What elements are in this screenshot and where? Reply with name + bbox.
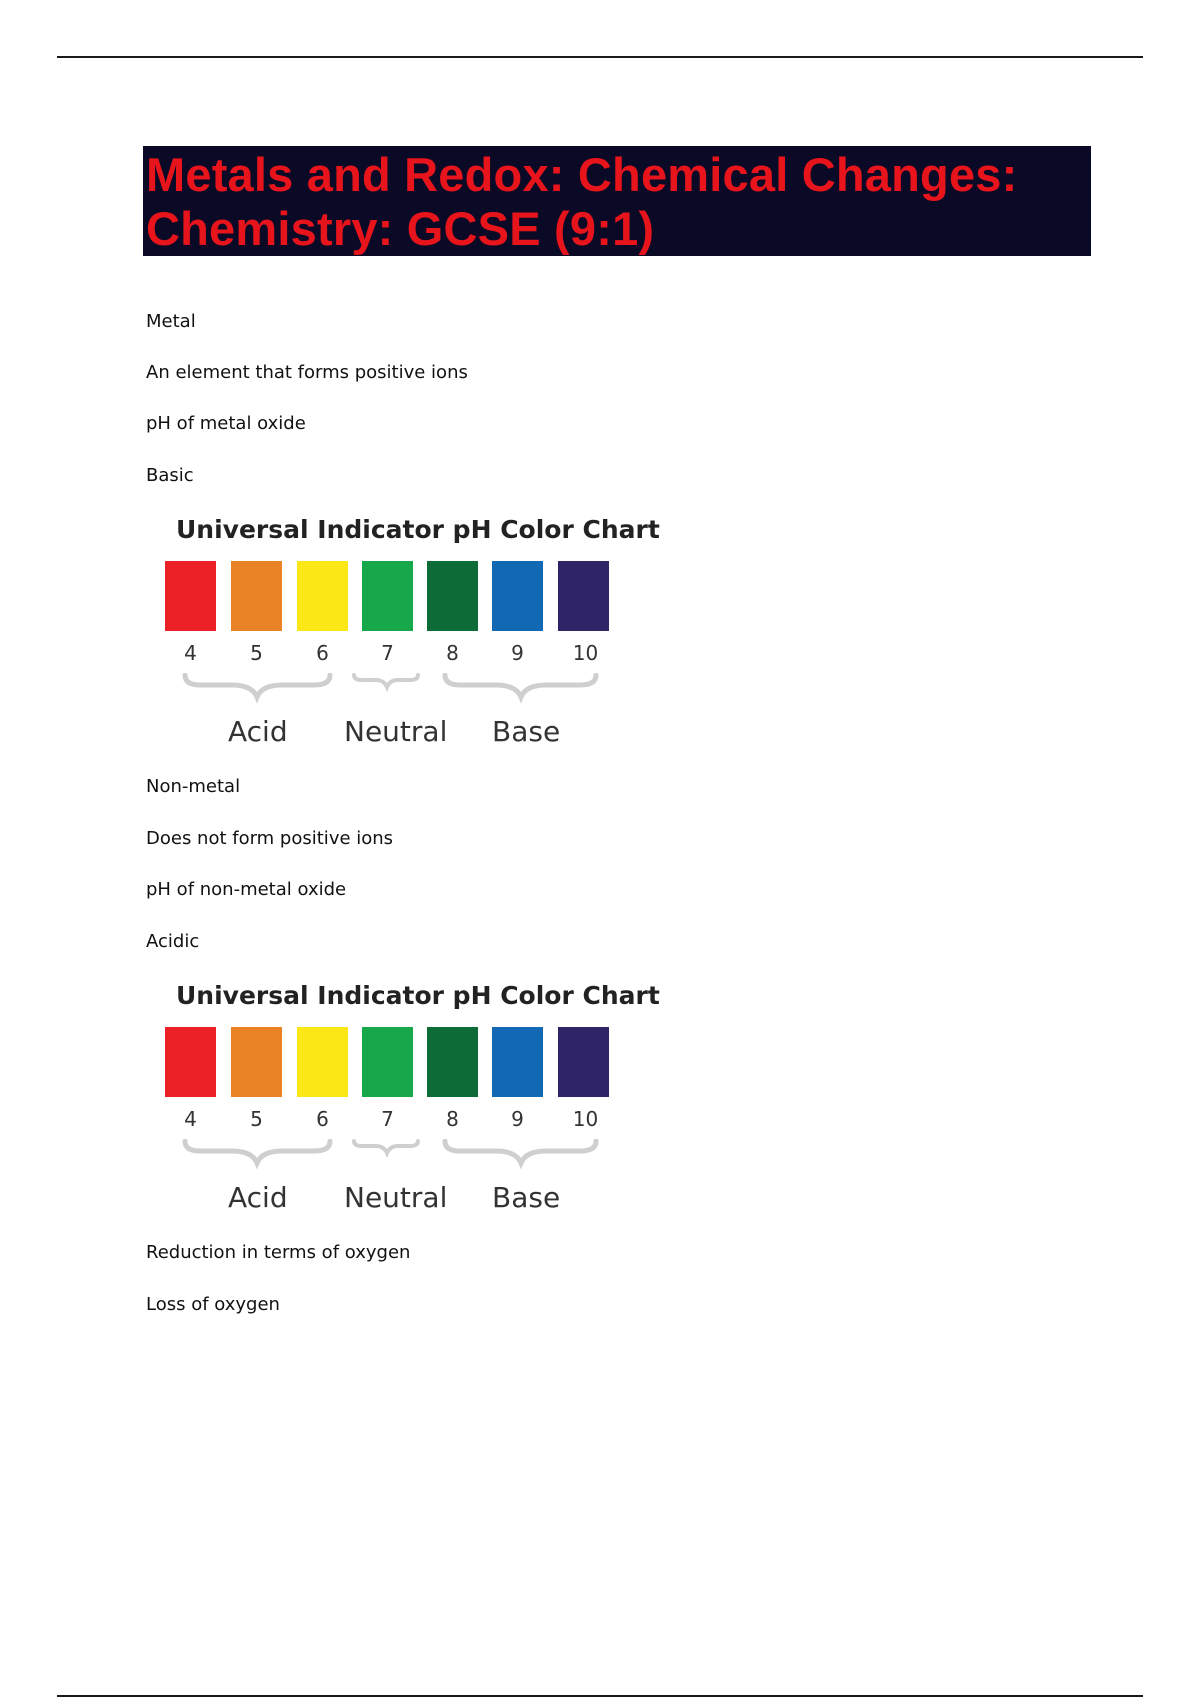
ph-label-8: 8 (446, 641, 459, 665)
ph-swatch-6 (297, 561, 348, 631)
group-label-acid: Acid (228, 1181, 288, 1214)
ph-label-5: 5 (250, 1107, 263, 1131)
term-non-metal: Non-metal (146, 776, 241, 797)
ph-label-4: 4 (184, 641, 197, 665)
ph-chart-title: Universal Indicator pH Color Chart (176, 515, 660, 544)
ph-label-10: 10 (572, 1107, 599, 1131)
group-label-base: Base (492, 1181, 561, 1214)
header-rule (57, 56, 1143, 58)
ph-swatch-5 (231, 561, 282, 631)
acid-brace (185, 1141, 330, 1163)
term-non-metal-oxide-ph: pH of non-metal oxide (146, 879, 347, 900)
term-metal-oxide-ph: pH of metal oxide (146, 413, 306, 434)
neutral-brace (354, 675, 418, 687)
group-label-neutral: Neutral (344, 1181, 448, 1214)
ph-swatch-8 (427, 1027, 478, 1097)
ph-swatch-5 (231, 1027, 282, 1097)
footer-rule (57, 1695, 1143, 1697)
base-brace (445, 1141, 596, 1163)
definition-metal: An element that forms positive ions (146, 362, 468, 383)
ph-swatch-9 (492, 561, 543, 631)
ph-swatch-9 (492, 1027, 543, 1097)
ph-swatch-10 (558, 561, 609, 631)
ph-label-4: 4 (184, 1107, 197, 1131)
ph-label-10: 10 (572, 641, 599, 665)
group-label-acid: Acid (228, 715, 288, 748)
ph-swatch-8 (427, 561, 478, 631)
ph-label-7: 7 (381, 641, 394, 665)
ph-label-9: 9 (511, 1107, 524, 1131)
ph-color-chart (160, 515, 660, 755)
ph-label-5: 5 (250, 641, 263, 665)
term-reduction-oxygen: Reduction in terms of oxygen (146, 1242, 411, 1263)
ph-swatch-4 (165, 1027, 216, 1097)
ph-swatch-4 (165, 561, 216, 631)
group-label-neutral: Neutral (344, 715, 448, 748)
acid-brace (185, 675, 330, 697)
ph-color-chart (160, 981, 660, 1221)
ph-swatch-7 (362, 1027, 413, 1097)
ph-label-8: 8 (446, 1107, 459, 1131)
ph-label-6: 6 (316, 1107, 329, 1131)
ph-swatch-6 (297, 1027, 348, 1097)
definition-metal-oxide-ph: Basic (146, 465, 194, 486)
definition-non-metal: Does not form positive ions (146, 828, 394, 849)
group-label-base: Base (492, 715, 561, 748)
ph-label-6: 6 (316, 641, 329, 665)
ph-label-9: 9 (511, 641, 524, 665)
title-banner (143, 146, 1091, 256)
ph-group-braces (160, 1139, 620, 1179)
ph-swatch-10 (558, 1027, 609, 1097)
ph-group-braces (160, 673, 620, 713)
term-metal: Metal (146, 311, 196, 332)
neutral-brace (354, 1141, 418, 1153)
page-title: Metals and Redox: Chemical Changes: Chemistry: GCSE (9:1) (146, 148, 1018, 255)
base-brace (445, 675, 596, 697)
ph-label-7: 7 (381, 1107, 394, 1131)
ph-chart-title: Universal Indicator pH Color Chart (176, 981, 660, 1010)
ph-swatch-7 (362, 561, 413, 631)
definition-reduction-oxygen: Loss of oxygen (146, 1294, 280, 1315)
definition-non-metal-oxide-ph: Acidic (146, 931, 200, 952)
